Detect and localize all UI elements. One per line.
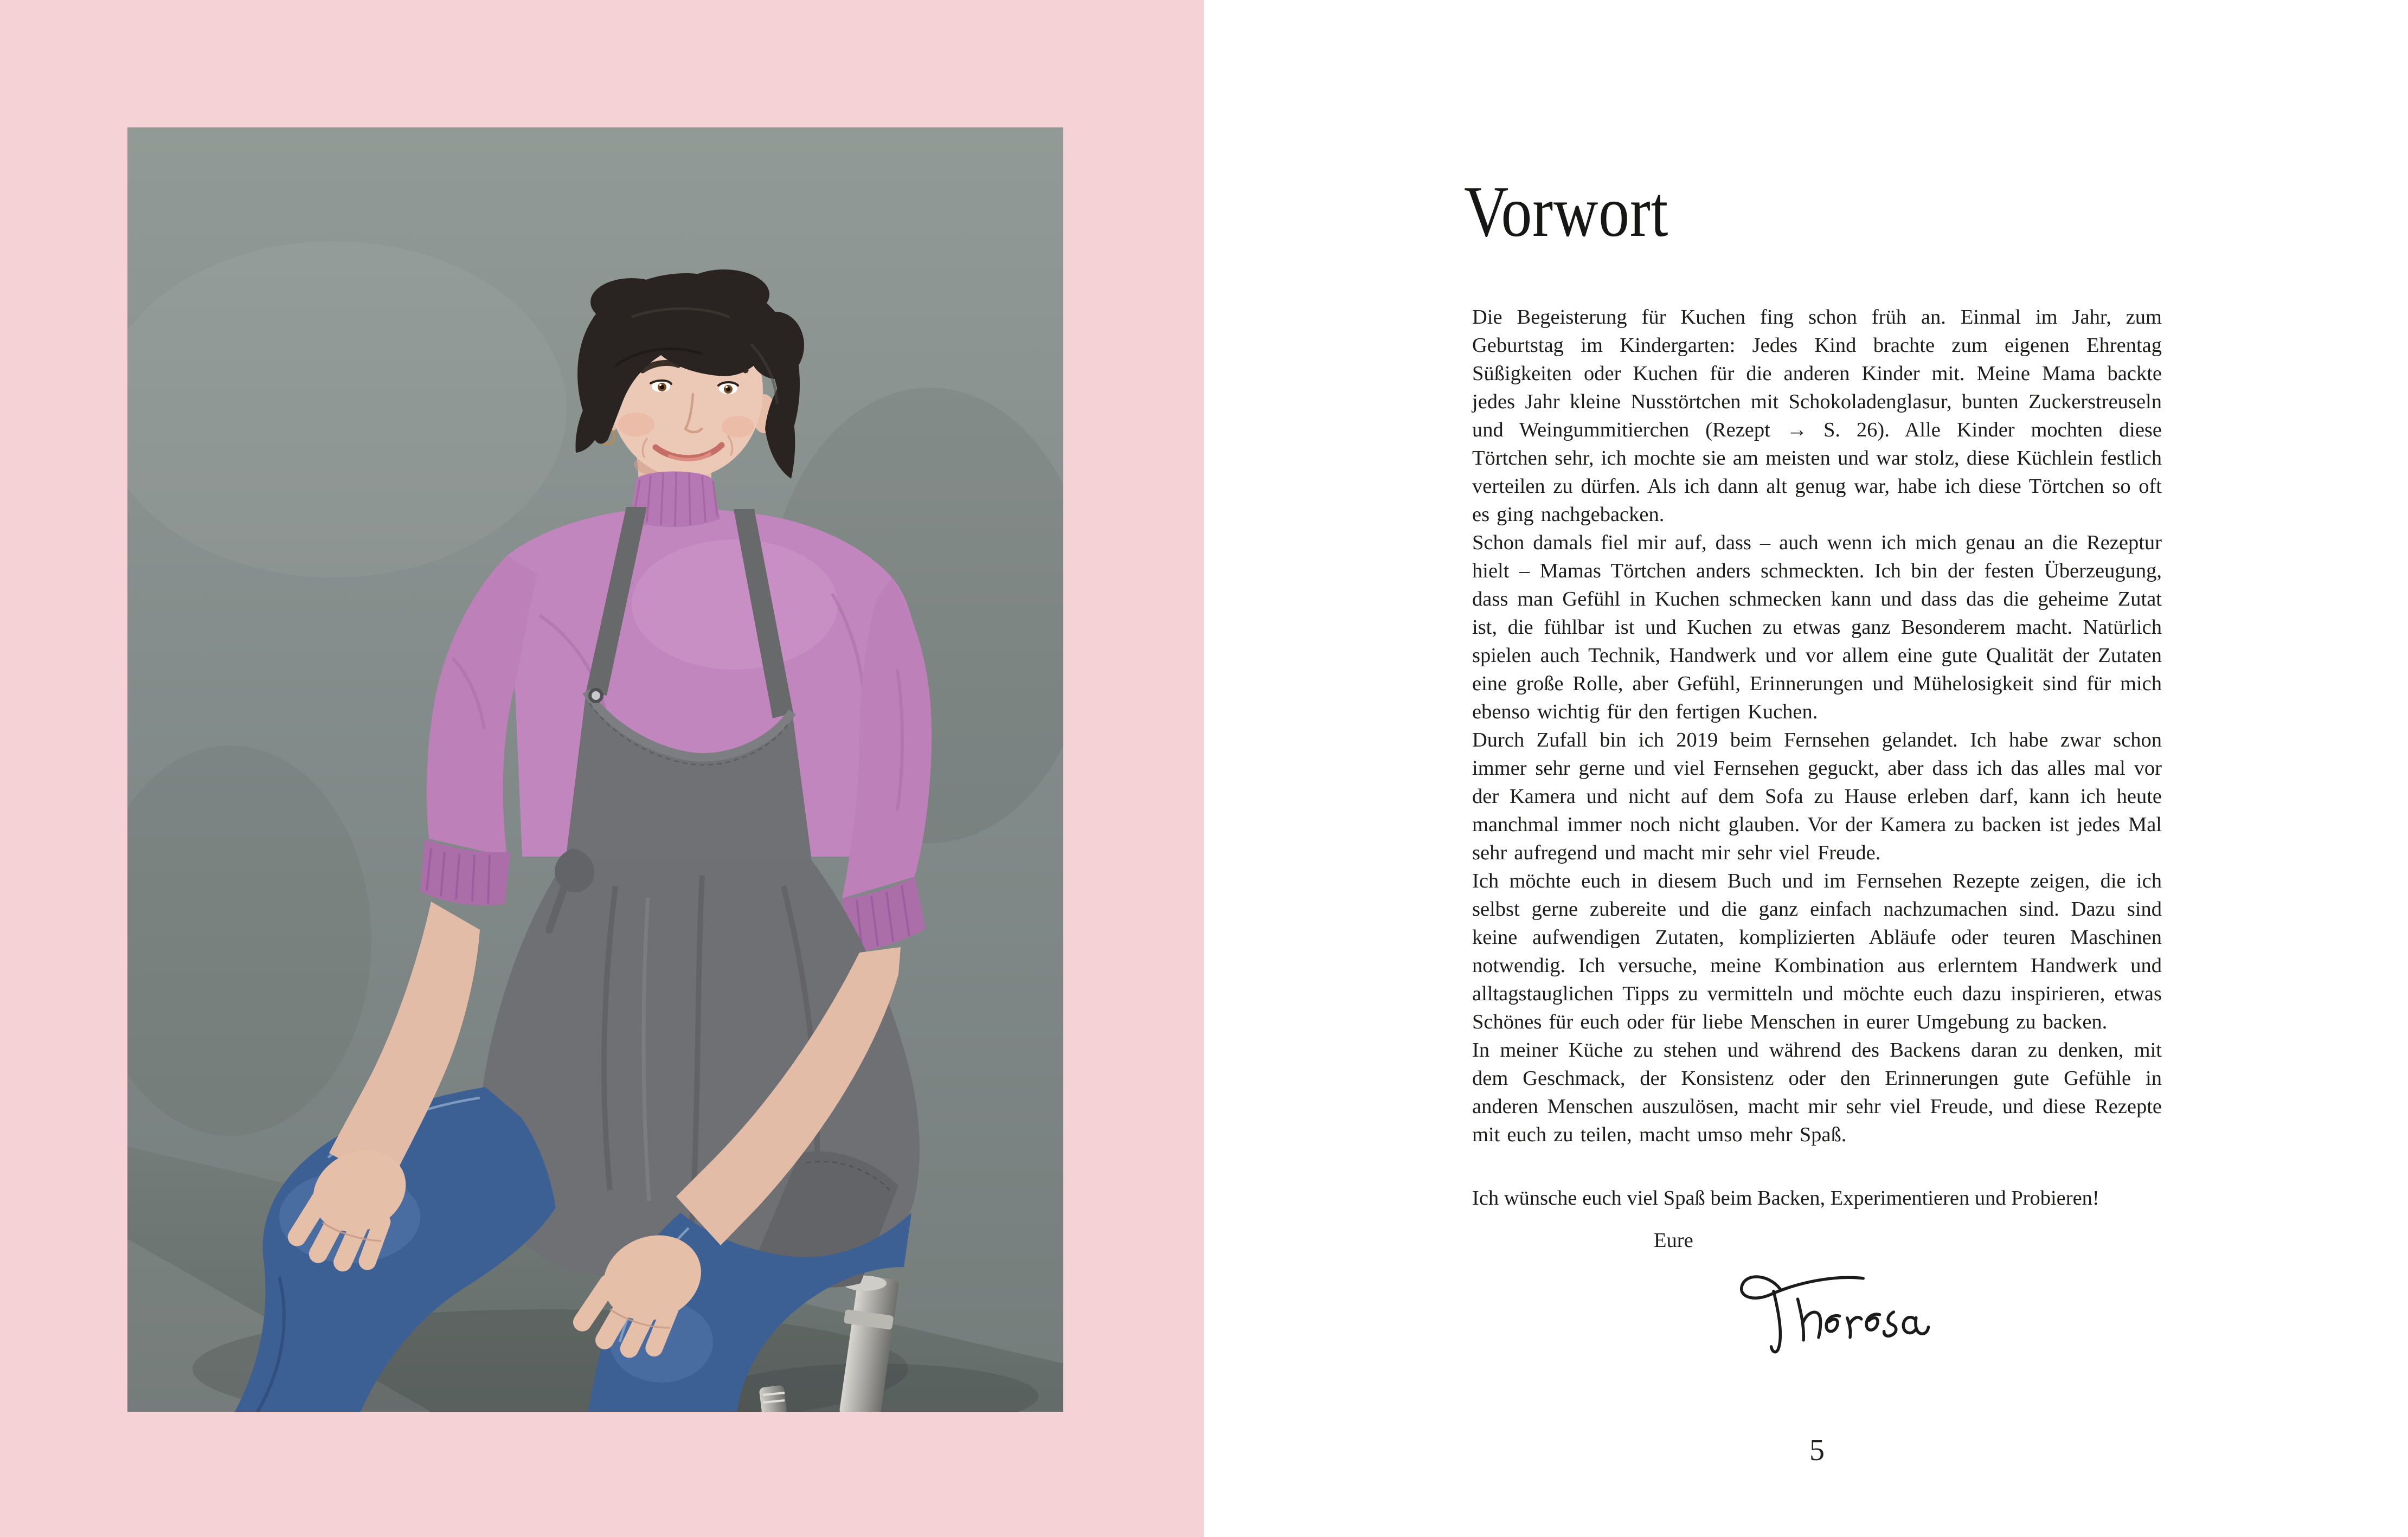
paragraph: Durch Zufall bin ich 2019 beim Fernsehen gelandet. Ich habe zwar schon immer sehr gerne und viel Fernsehen geguckt, aber dass ich das alles mal vor der Kamera und nicht auf dem Sofa zu Hause erleben darf, kann ich heute manchmal immer noch nicht glauben. Vor der Kamera zu backen ist jedes Mal sehr aufregend und macht mir sehr viel Freude. — [1472, 729, 2162, 864]
paragraph: Die Begeisterung für Kuchen fing schon früh an. Einmal im Jahr, zum Geburtstag im Kindergarten: Jedes Kind brachte zum eigenen Ehrentag Süßigkeiten oder Kuchen für die anderen Kinder mit. Meine Mama backte jedes Jahr kleine Nusstörtchen mit Schokoladenglasur, bunten Zuckerstreuseln und Weingummitierchen (Rezept → S. 26). Alle Kinder mochten diese Törtchen sehr, ich mochte sie am meisten und war stolz, diese Küchlein festlich verteilen zu dürfen. Als ich dann alt genug war, habe ich diese Törtchen so oft es ging nachgebacken. — [1472, 306, 2162, 526]
portrait-photo — [127, 127, 1063, 1412]
page-title: Vorwort — [1464, 171, 1669, 252]
paragraph: Ich möchte euch in diesem Buch und im Fernsehen Rezepte zeigen, die ich selbst gerne zubereite und die ganz einfach nachzumachen sind. Dazu sind keine aufwendigen Zutaten, komplizierten Abläufe oder teuren Maschinen notwendig. Ich versuche, meine Kombination aus erlerntem Handwerk und alltagstauglichen Tipps zu vermitteln und möchte euch dazu inspirieren, etwas Schönes für euch oder für liebe Menschen in eurer Umgebung zu backen. — [1472, 870, 2162, 1033]
portrait-illustration — [127, 127, 1063, 1412]
eye — [718, 382, 738, 394]
page-number: 5 — [1809, 1433, 1825, 1467]
handwritten-signature — [1724, 1257, 1938, 1357]
paragraph: Schon damals fiel mir auf, dass – auch wenn ich mich genau an die Rezeptur hielt – Mamas Törtchen anders schmeckten. Ich bin der festen Überzeugung, dass man Gefühl in Kuchen schmecken kann und dass das die geheime Zutat ist, die fühlbar ist und Kuchen zu etwas ganz Besonderem macht. Natürlich spielen auch Technik, Handwerk und vor allem eine gute Qualität der Zutaten eine große Rolle, aber Gefühl, Erinnerungen und Mühelosigkeit sind für mich ebenso wichtig für den fertigen Kuchen. — [1472, 531, 2162, 723]
grommet — [590, 690, 602, 702]
closing-line: Ich wünsche euch viel Spaß beim Backen, Experimentieren und Probieren! — [1472, 1187, 2099, 1210]
right-page — [1204, 0, 2408, 1537]
preface-text — [1472, 303, 2162, 1149]
valediction: Eure — [1654, 1229, 1693, 1252]
paragraph: In meiner Küche zu stehen und während des Backens daran zu denken, mit dem Geschmack, der Konsistenz oder den Erinnerungen gute Gefühle in anderen Menschen auszulösen, macht mir sehr viel Freude, und diese Rezepte mit euch zu teilen, macht umso mehr Spaß. — [1472, 1039, 2162, 1146]
